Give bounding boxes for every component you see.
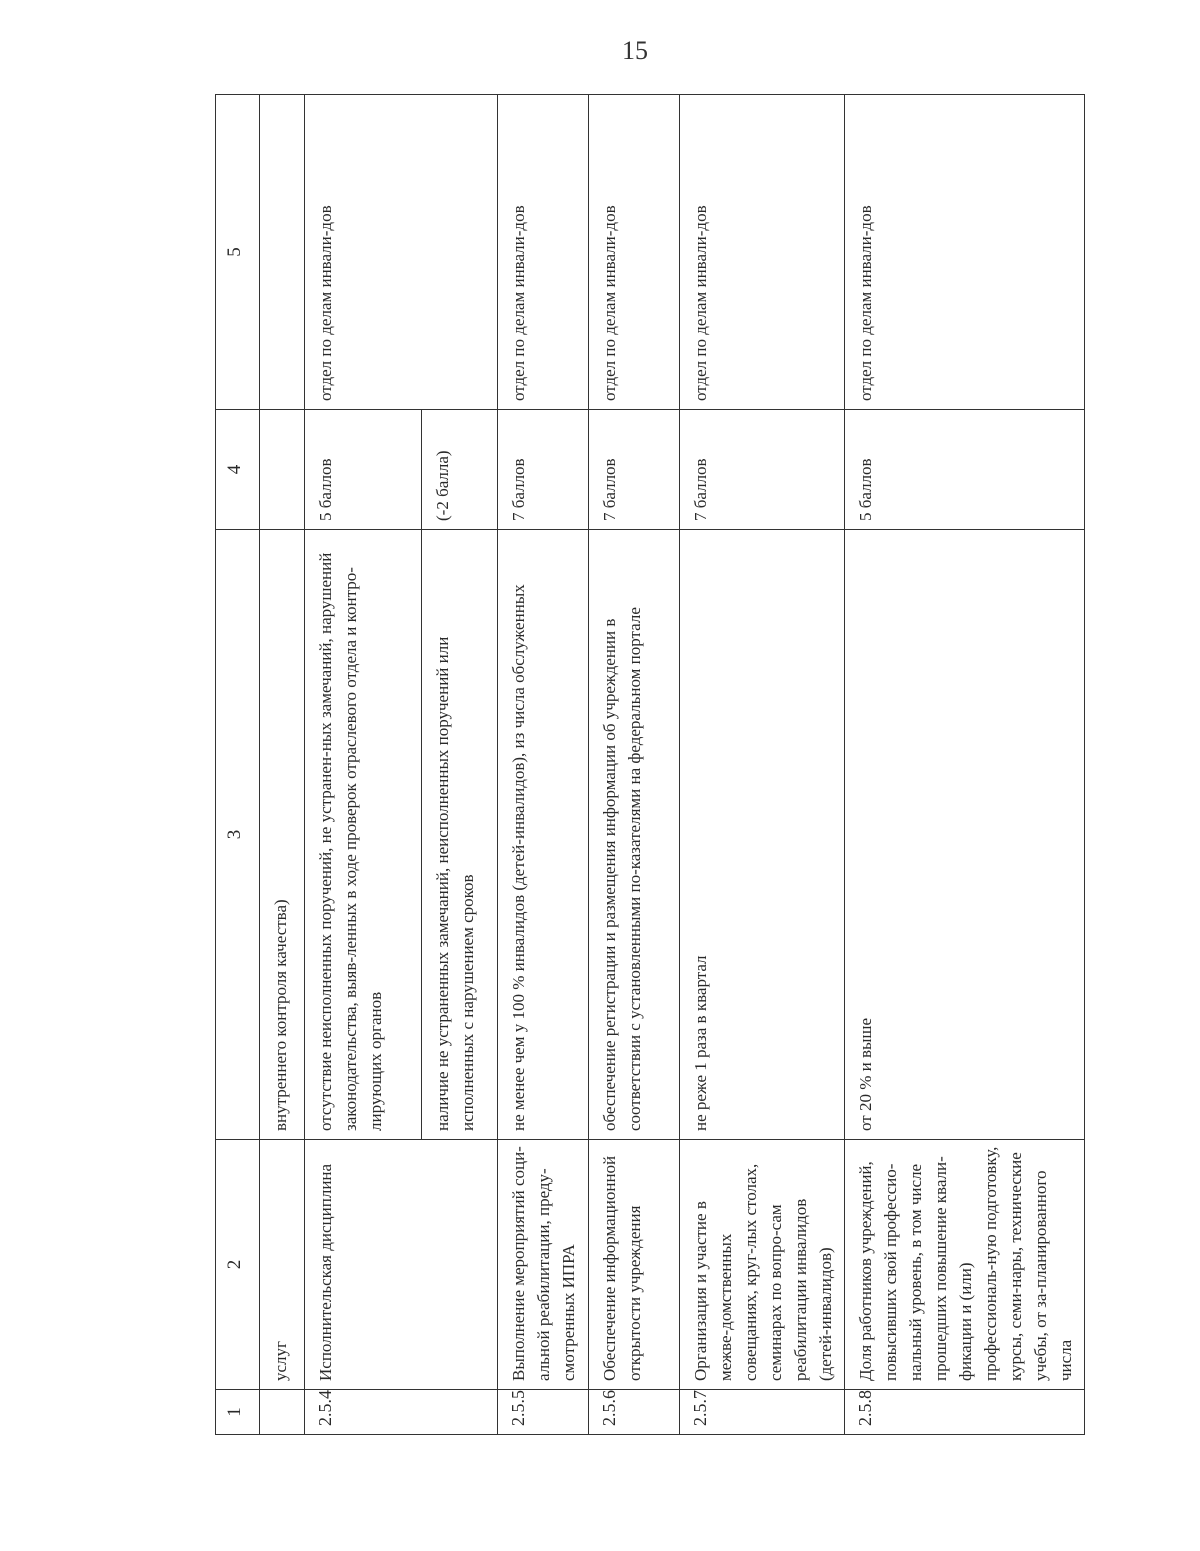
- continuation-responsible: [260, 95, 305, 410]
- continuation-score: [260, 410, 305, 530]
- row-name: Доля работников учреждений, повысивших свой профессио-нальный уровень, в том числе прошедших повышение квали-фикации и (или) профессиональ-ную подготовку, курсы, семи-нары, технические учебы, от за-планированного числа: [845, 1140, 1085, 1390]
- table-row: [589, 95, 680, 1435]
- row-score: 7 баллов: [589, 410, 680, 530]
- criteria-table: [215, 94, 1085, 1435]
- row-name: Исполнительская дисциплина: [305, 1140, 498, 1390]
- header-col-5: 5: [216, 95, 260, 410]
- row-score: 7 баллов: [498, 410, 589, 530]
- row-name: Организация и участие в межве-домственных совещаниях, круг-лых столах, семинарах по вопро-сам реабилитации инвалидов (детей-инвалидов): [680, 1140, 845, 1390]
- row-name: Обеспечение информационной открытости учреждения: [589, 1140, 680, 1390]
- row-responsible: отдел по делам инвали-дов: [305, 95, 498, 410]
- row-responsible: отдел по делам инвали-дов: [589, 95, 680, 410]
- row-score: 5 баллов: [845, 410, 1085, 530]
- header-col-4: 4: [216, 410, 260, 530]
- row-number: 2.5.5: [498, 1390, 589, 1435]
- header-row: [216, 95, 260, 1435]
- row-responsible: отдел по делам инвали-дов: [680, 95, 845, 410]
- row-responsible: отдел по делам инвали-дов: [845, 95, 1085, 410]
- row-criterion: обеспечение регистрации и размещения информации об учреждении в соответствии с установленными по-казателями на федеральном портале: [589, 530, 680, 1140]
- continuation-criterion: внутреннего контроля качества): [260, 530, 305, 1140]
- table-row: [845, 95, 1085, 1435]
- row-name: Выполнение мероприятий соци-альной реабилитации, преду-смотренных ИПРА: [498, 1140, 589, 1390]
- row-score: 7 баллов: [680, 410, 845, 530]
- table-row: [498, 95, 589, 1435]
- header-col-1: 1: [216, 1390, 260, 1435]
- row-number: 2.5.6: [589, 1390, 680, 1435]
- header-col-3: 3: [216, 530, 260, 1140]
- header-col-2: 2: [216, 1140, 260, 1390]
- continuation-num: [260, 1390, 305, 1435]
- continuation-name: услуг: [260, 1140, 305, 1390]
- row-responsible: отдел по делам инвали-дов: [498, 95, 589, 410]
- row-criterion: от 20 % и выше: [845, 530, 1085, 1140]
- row-number: 2.5.7: [680, 1390, 845, 1435]
- rotated-table-container: [215, 95, 1075, 1435]
- continuation-row: [260, 95, 305, 1435]
- row-criterion: не реже 1 раза в квартал: [680, 530, 845, 1140]
- row-criterion: наличие не устраненных замечаний, неисполненных поручений или исполненных с нарушением сроков: [422, 530, 498, 1140]
- row-criterion: отсутствие неисполненных поручений, не устранен-ных замечаний, нарушений законодательства, выяв-ленных в ходе проверок отраслевого отдела и контро-лирующих органов: [305, 530, 422, 1140]
- row-score: (-2 балла): [422, 410, 498, 530]
- row-number: 2.5.4: [305, 1390, 498, 1435]
- row-number: 2.5.8: [845, 1390, 1085, 1435]
- table-row: [680, 95, 845, 1435]
- table-row: [305, 95, 422, 1435]
- page-number: 15: [622, 36, 648, 65]
- row-criterion: не менее чем у 100 % инвалидов (детей-инвалидов), из числа обслуженных: [498, 530, 589, 1140]
- row-score: 5 баллов: [305, 410, 422, 530]
